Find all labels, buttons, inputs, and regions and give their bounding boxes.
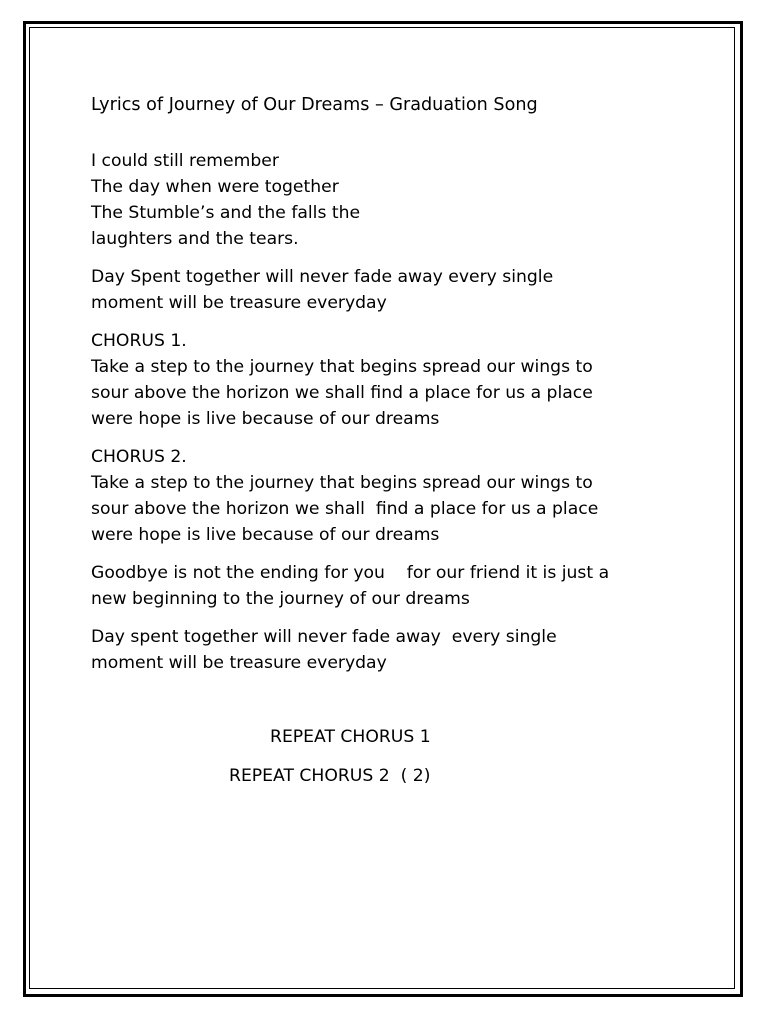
verse-line: I could still remember bbox=[91, 151, 279, 171]
chorus-2 bbox=[91, 444, 671, 548]
verse-2 bbox=[91, 264, 671, 316]
chorus-1 bbox=[91, 328, 671, 432]
repeat-chorus-2: REPEAT CHORUS 2 ( 2) bbox=[229, 766, 431, 786]
verse-line: Day Spent together will never fade away every single bbox=[91, 267, 554, 287]
document-title: Lyrics of Journey of Our Dreams – Graduation Song bbox=[91, 95, 538, 115]
verse-line: The day when were together bbox=[91, 177, 339, 197]
verse-line: Day spent together will never fade away every single bbox=[91, 627, 557, 647]
chorus-line: were hope is live because of our dreams bbox=[91, 525, 440, 545]
repeat-chorus-1: REPEAT CHORUS 1 bbox=[270, 727, 431, 747]
verse-line: Goodbye is not the ending for you for our friend it is just a bbox=[91, 563, 610, 583]
verse-3 bbox=[91, 560, 671, 612]
chorus-heading: CHORUS 2. bbox=[91, 447, 187, 467]
verse-line: The Stumble’s and the falls the bbox=[91, 203, 361, 223]
verse-1 bbox=[91, 148, 671, 252]
chorus-line: sour above the horizon we shall find a place for us a place bbox=[91, 499, 599, 519]
lyrics-body bbox=[91, 92, 671, 688]
chorus-line: Take a step to the journey that begins spread our wings to bbox=[91, 357, 593, 377]
chorus-heading: CHORUS 1. bbox=[91, 331, 187, 351]
verse-line: moment will be treasure everyday bbox=[91, 653, 387, 673]
chorus-line: sour above the horizon we shall find a place for us a place bbox=[91, 383, 593, 403]
chorus-line: Take a step to the journey that begins spread our wings to bbox=[91, 473, 593, 493]
verse-line: laughters and the tears. bbox=[91, 229, 299, 249]
verse-4 bbox=[91, 624, 671, 676]
verse-line: new beginning to the journey of our dreams bbox=[91, 589, 470, 609]
chorus-line: were hope is live because of our dreams bbox=[91, 409, 440, 429]
verse-line: moment will be treasure everyday bbox=[91, 293, 387, 313]
